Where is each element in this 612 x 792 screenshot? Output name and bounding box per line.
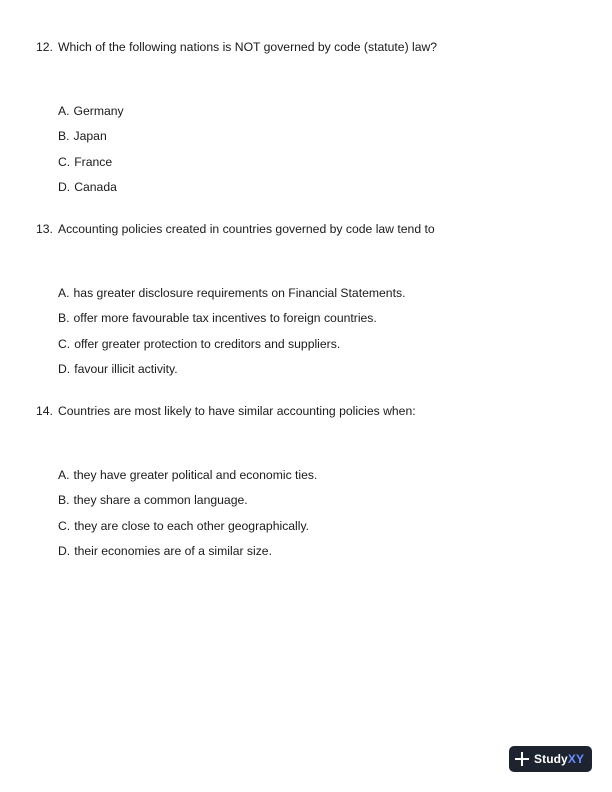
option-letter: D.: [58, 544, 71, 558]
question-stem: [36, 404, 416, 418]
option-letter: D.: [58, 362, 71, 376]
option-letter: D.: [58, 180, 71, 194]
option-text: favour illicit activity.: [74, 362, 178, 376]
option-text: they share a common language.: [73, 493, 248, 507]
answer-option-c: [58, 519, 309, 533]
answer-option-d: [58, 544, 272, 558]
option-letter: C.: [58, 155, 71, 169]
question-text: Which of the following nations is NOT governed by code (statute) law?: [57, 40, 438, 54]
question-number: 12.: [36, 40, 53, 54]
badge-label-main: Study: [534, 752, 568, 766]
answer-option-a: [58, 104, 124, 118]
badge-label-accent: XY: [567, 752, 585, 766]
studyxy-logo-badge[interactable]: [509, 746, 592, 772]
answer-option-a: [58, 286, 405, 300]
option-letter: B.: [58, 311, 70, 325]
option-text: Germany: [73, 104, 124, 118]
option-text: they are close to each other geographically.: [74, 519, 310, 533]
answer-option-a: [58, 468, 317, 482]
option-letter: B.: [58, 129, 70, 143]
option-letter: B.: [58, 493, 70, 507]
question-stem: [36, 40, 437, 54]
option-text: has greater disclosure requirements on Financial Statements.: [73, 286, 406, 300]
badge-label: [534, 752, 584, 766]
question-number: 13.: [36, 222, 53, 236]
answer-option-b: [58, 493, 248, 507]
answer-option-b: [58, 311, 377, 325]
option-letter: C.: [58, 519, 71, 533]
question-stem: [36, 222, 435, 236]
option-text: France: [74, 155, 113, 169]
option-letter: C.: [58, 337, 71, 351]
answer-option-c: [58, 155, 112, 169]
option-text: they have greater political and economic ties.: [73, 468, 318, 482]
answer-option-b: [58, 129, 107, 143]
answer-option-c: [58, 337, 340, 351]
option-text: offer more favourable tax incentives to foreign countries.: [73, 311, 377, 325]
plus-icon: [515, 752, 529, 766]
option-letter: A.: [58, 286, 70, 300]
option-text: their economies are of a similar size.: [74, 544, 272, 558]
answer-option-d: [58, 362, 178, 376]
question-text: Countries are most likely to have similar accounting policies when:: [57, 404, 416, 418]
question-text: Accounting policies created in countries governed by code law tend to: [57, 222, 435, 236]
answer-option-d: [58, 180, 117, 194]
option-letter: A.: [58, 104, 70, 118]
option-text: offer greater protection to creditors and suppliers.: [74, 337, 341, 351]
option-text: Canada: [74, 180, 117, 194]
option-text: Japan: [73, 129, 107, 143]
question-number: 14.: [36, 404, 53, 418]
option-letter: A.: [58, 468, 70, 482]
